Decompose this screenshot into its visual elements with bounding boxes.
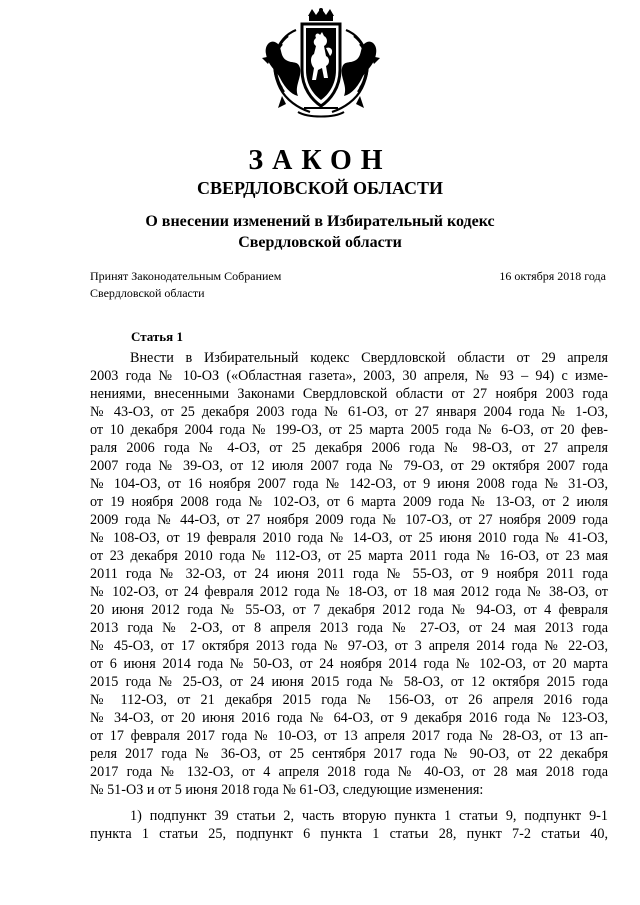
article-paragraph-line: 2007 года № 39-ОЗ, от 12 июля 2007 года № 79-ОЗ, от 29 октября 2007 года — [90, 458, 608, 474]
article-paragraph-line: 2013 года № 2-ОЗ, от 8 апреля 2013 года № 27-ОЗ, от 24 мая 2013 года — [90, 620, 608, 636]
law-subject — [0, 211, 640, 253]
article-paragraph-line: реля 2017 года № 36-ОЗ, от 25 сентября 2017 года № 90-ОЗ, от 22 декабря — [90, 746, 608, 762]
law-title: ЗАКОН — [248, 145, 392, 176]
article-paragraph-line: от 23 декабря 2010 года № 112-ОЗ, от 25 марта 2011 года № 16-ОЗ, от 23 мая — [90, 548, 608, 564]
article-paragraph-line: нениями, внесенными Законами Свердловской области от 27 ноября 2003 года — [90, 386, 608, 402]
article-paragraph-line: № 102-ОЗ, от 24 февраля 2012 года № 18-ОЗ, от 18 мая 2012 года № 38-ОЗ, от — [90, 584, 608, 600]
article-paragraph-line: от 17 февраля 2017 года № 10-ОЗ, от 13 апреля 2017 года № 28-ОЗ, от 13 ап- — [90, 728, 608, 744]
article-paragraph-line: 2017 года № 132-ОЗ, от 4 апреля 2018 года № 40-ОЗ, от 28 мая 2018 года — [90, 764, 608, 780]
adoption-date: 16 октября 2018 года — [499, 269, 606, 283]
article-item-line: пункта 1 статьи 25, подпункт 6 пункта 1 статьи 28, пункт 7-2 статьи 40, — [90, 826, 608, 842]
article-paragraph-line: 20 июня 2012 года № 55-ОЗ, от 7 декабря 2012 года № 94-ОЗ, от 4 февраля — [90, 602, 608, 618]
coat-of-arms-icon — [258, 8, 384, 120]
article-paragraph-line: № 108-ОЗ, от 19 февраля 2010 года № 14-ОЗ, от 25 июня 2010 года № 41-ОЗ, — [90, 530, 608, 546]
article-paragraph-line: № 51-ОЗ и от 5 июня 2018 года № 61-ОЗ, следующие изменения: — [90, 782, 484, 798]
adopted-by — [90, 268, 330, 302]
article-paragraph-line: 2015 года № 25-ОЗ, от 24 июня 2015 года № 58-ОЗ, от 12 октября 2015 года — [90, 674, 608, 690]
article-paragraph-line: № 112-ОЗ, от 21 декабря 2015 года № 156-ОЗ, от 26 апреля 2016 года — [90, 692, 608, 708]
article-paragraph-line: № 104-ОЗ, от 16 ноября 2007 года № 142-ОЗ, от 9 июня 2008 года № 31-ОЗ, — [90, 476, 608, 492]
article-paragraph-line: 2003 года № 10-ОЗ («Областная газета», 2003, 30 апреля, № 93 – 94) с изме- — [90, 368, 608, 384]
article-body — [90, 349, 608, 843]
article-paragraph-line: № 34-ОЗ, от 20 июня 2016 года № 64-ОЗ, от 9 декабря 2016 года № 123-ОЗ, — [90, 710, 608, 726]
article-paragraph-line: от 10 декабря 2004 года № 199-ОЗ, от 25 марта 2005 года № 6-ОЗ, от 20 фев- — [90, 422, 608, 438]
article-item-line: 1) подпункт 39 статьи 2, часть вторую пункта 1 статьи 9, подпункт 9-1 — [130, 808, 608, 824]
law-subject-line-2: Свердловской области — [238, 234, 402, 251]
article-paragraph-line: 2009 года № 44-ОЗ, от 27 ноября 2009 года № 107-ОЗ, от 27 ноября 2009 года — [90, 512, 608, 528]
article-paragraph-line: № 43-ОЗ, от 25 декабря 2003 года № 61-ОЗ, от 27 января 2004 года № 1-ОЗ, — [90, 404, 608, 420]
region-name: СВЕРДЛОВСКОЙ ОБЛАСТИ — [197, 178, 443, 198]
article-paragraph-line: раля 2006 года № 4-ОЗ, от 25 декабря 2006 года № 98-ОЗ, от 27 апреля — [90, 440, 608, 456]
article-item-1 — [90, 807, 608, 843]
article-paragraph-line: 2011 года № 32-ОЗ, от 24 июня 2011 года № 55-ОЗ, от 9 ноября 2011 года — [90, 566, 608, 582]
article-paragraph-line: № 45-ОЗ, от 17 октября 2013 года № 97-ОЗ, от 3 апреля 2014 года № 22-ОЗ, — [90, 638, 608, 654]
article-heading: Статья 1 — [131, 329, 183, 344]
article-paragraph-line: от 6 июня 2014 года № 50-ОЗ, от 24 ноября 2014 года № 102-ОЗ, от 20 марта — [90, 656, 608, 672]
article-paragraph-line: Внести в Избирательный кодекс Свердловской области от 29 апреля — [130, 350, 608, 366]
article-paragraph-line: от 19 ноября 2008 года № 102-ОЗ, от 6 марта 2009 года № 13-ОЗ, от 2 июля — [90, 494, 608, 510]
adopted-by-line-2: Свердловской области — [90, 286, 205, 300]
law-subject-line-1: О внесении изменений в Избирательный кодекс — [145, 213, 495, 230]
article-paragraph — [90, 349, 608, 799]
adopted-by-line-1: Принят Законодательным Собранием — [90, 269, 282, 283]
